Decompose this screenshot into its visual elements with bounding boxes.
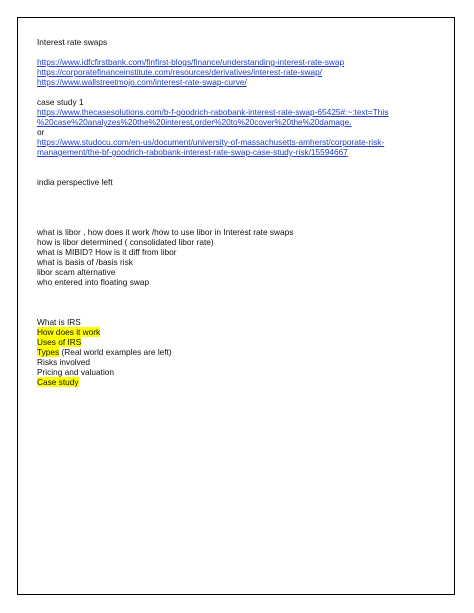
libor-item: who entered into floating swap <box>37 277 150 287</box>
link-idfcfirstbank[interactable]: https://www.idfcfirstbank.com/finfirst-blogs/finance/understanding-interest-rate-swap <box>37 57 345 67</box>
irs-uses-highlight: Uses of IRS <box>37 337 82 347</box>
irs-case <box>37 377 417 387</box>
link-studocu-line1[interactable]: https://www.studocu.com/en-us/document/university-of-massachusetts-amherst/corporate-risk- <box>37 137 385 147</box>
or-text: or <box>37 127 45 137</box>
link-corporatefinanceinstitute[interactable]: https://corporatefinanceinstitute.com/resources/derivatives/interest-rate-swap/ <box>37 67 322 77</box>
irs-types-note: (Real world examples are left) <box>59 347 172 357</box>
libor-item: what is MIBID? How is it diff from libor <box>37 247 177 257</box>
libor-item: libor scam alternative <box>37 267 116 277</box>
irs-uses <box>37 337 417 347</box>
irs-how <box>37 327 417 337</box>
libor-item: what is libor , how does it work /how to use libor in Interest rate swaps <box>37 227 294 237</box>
irs-risks: Risks involved <box>37 357 91 367</box>
libor-item: what is basis of /basis risk <box>37 257 133 267</box>
irs-case-highlight: Case study <box>37 377 79 387</box>
india-note: india perspective left <box>37 177 113 187</box>
irs-what: What is IRS <box>37 317 81 327</box>
irs-types <box>37 347 417 357</box>
link-studocu-line2[interactable]: management/the-bf-goodrich-rabobank-interest-rate-swap-case-study-risk/15594667 <box>37 147 348 157</box>
document-content <box>37 37 417 387</box>
irs-types-highlight: Types <box>37 347 60 357</box>
case-study-label: case study 1 <box>37 97 84 107</box>
libor-item: how is libor determined ( consolidated libor rate) <box>37 237 214 247</box>
link-thecasesolutions-line2[interactable]: %20case%20analyzes%20the%20interest,order%20to%20cover%20the%20damage. <box>37 117 352 127</box>
irs-how-highlight: How does it work <box>37 327 101 337</box>
link-thecasesolutions-line1[interactable]: https://www.thecasesolutions.com/b-f-goodrich-rabobank-interest-rate-swap-65425#:~:text=This <box>37 107 389 117</box>
link-wallstreetmojo[interactable]: https://www.wallstreetmojo.com/interest-rate-swap-curve/ <box>37 77 247 87</box>
irs-pricing: Pricing and valuation <box>37 367 115 377</box>
doc-title: Interest rate swaps <box>37 37 108 47</box>
